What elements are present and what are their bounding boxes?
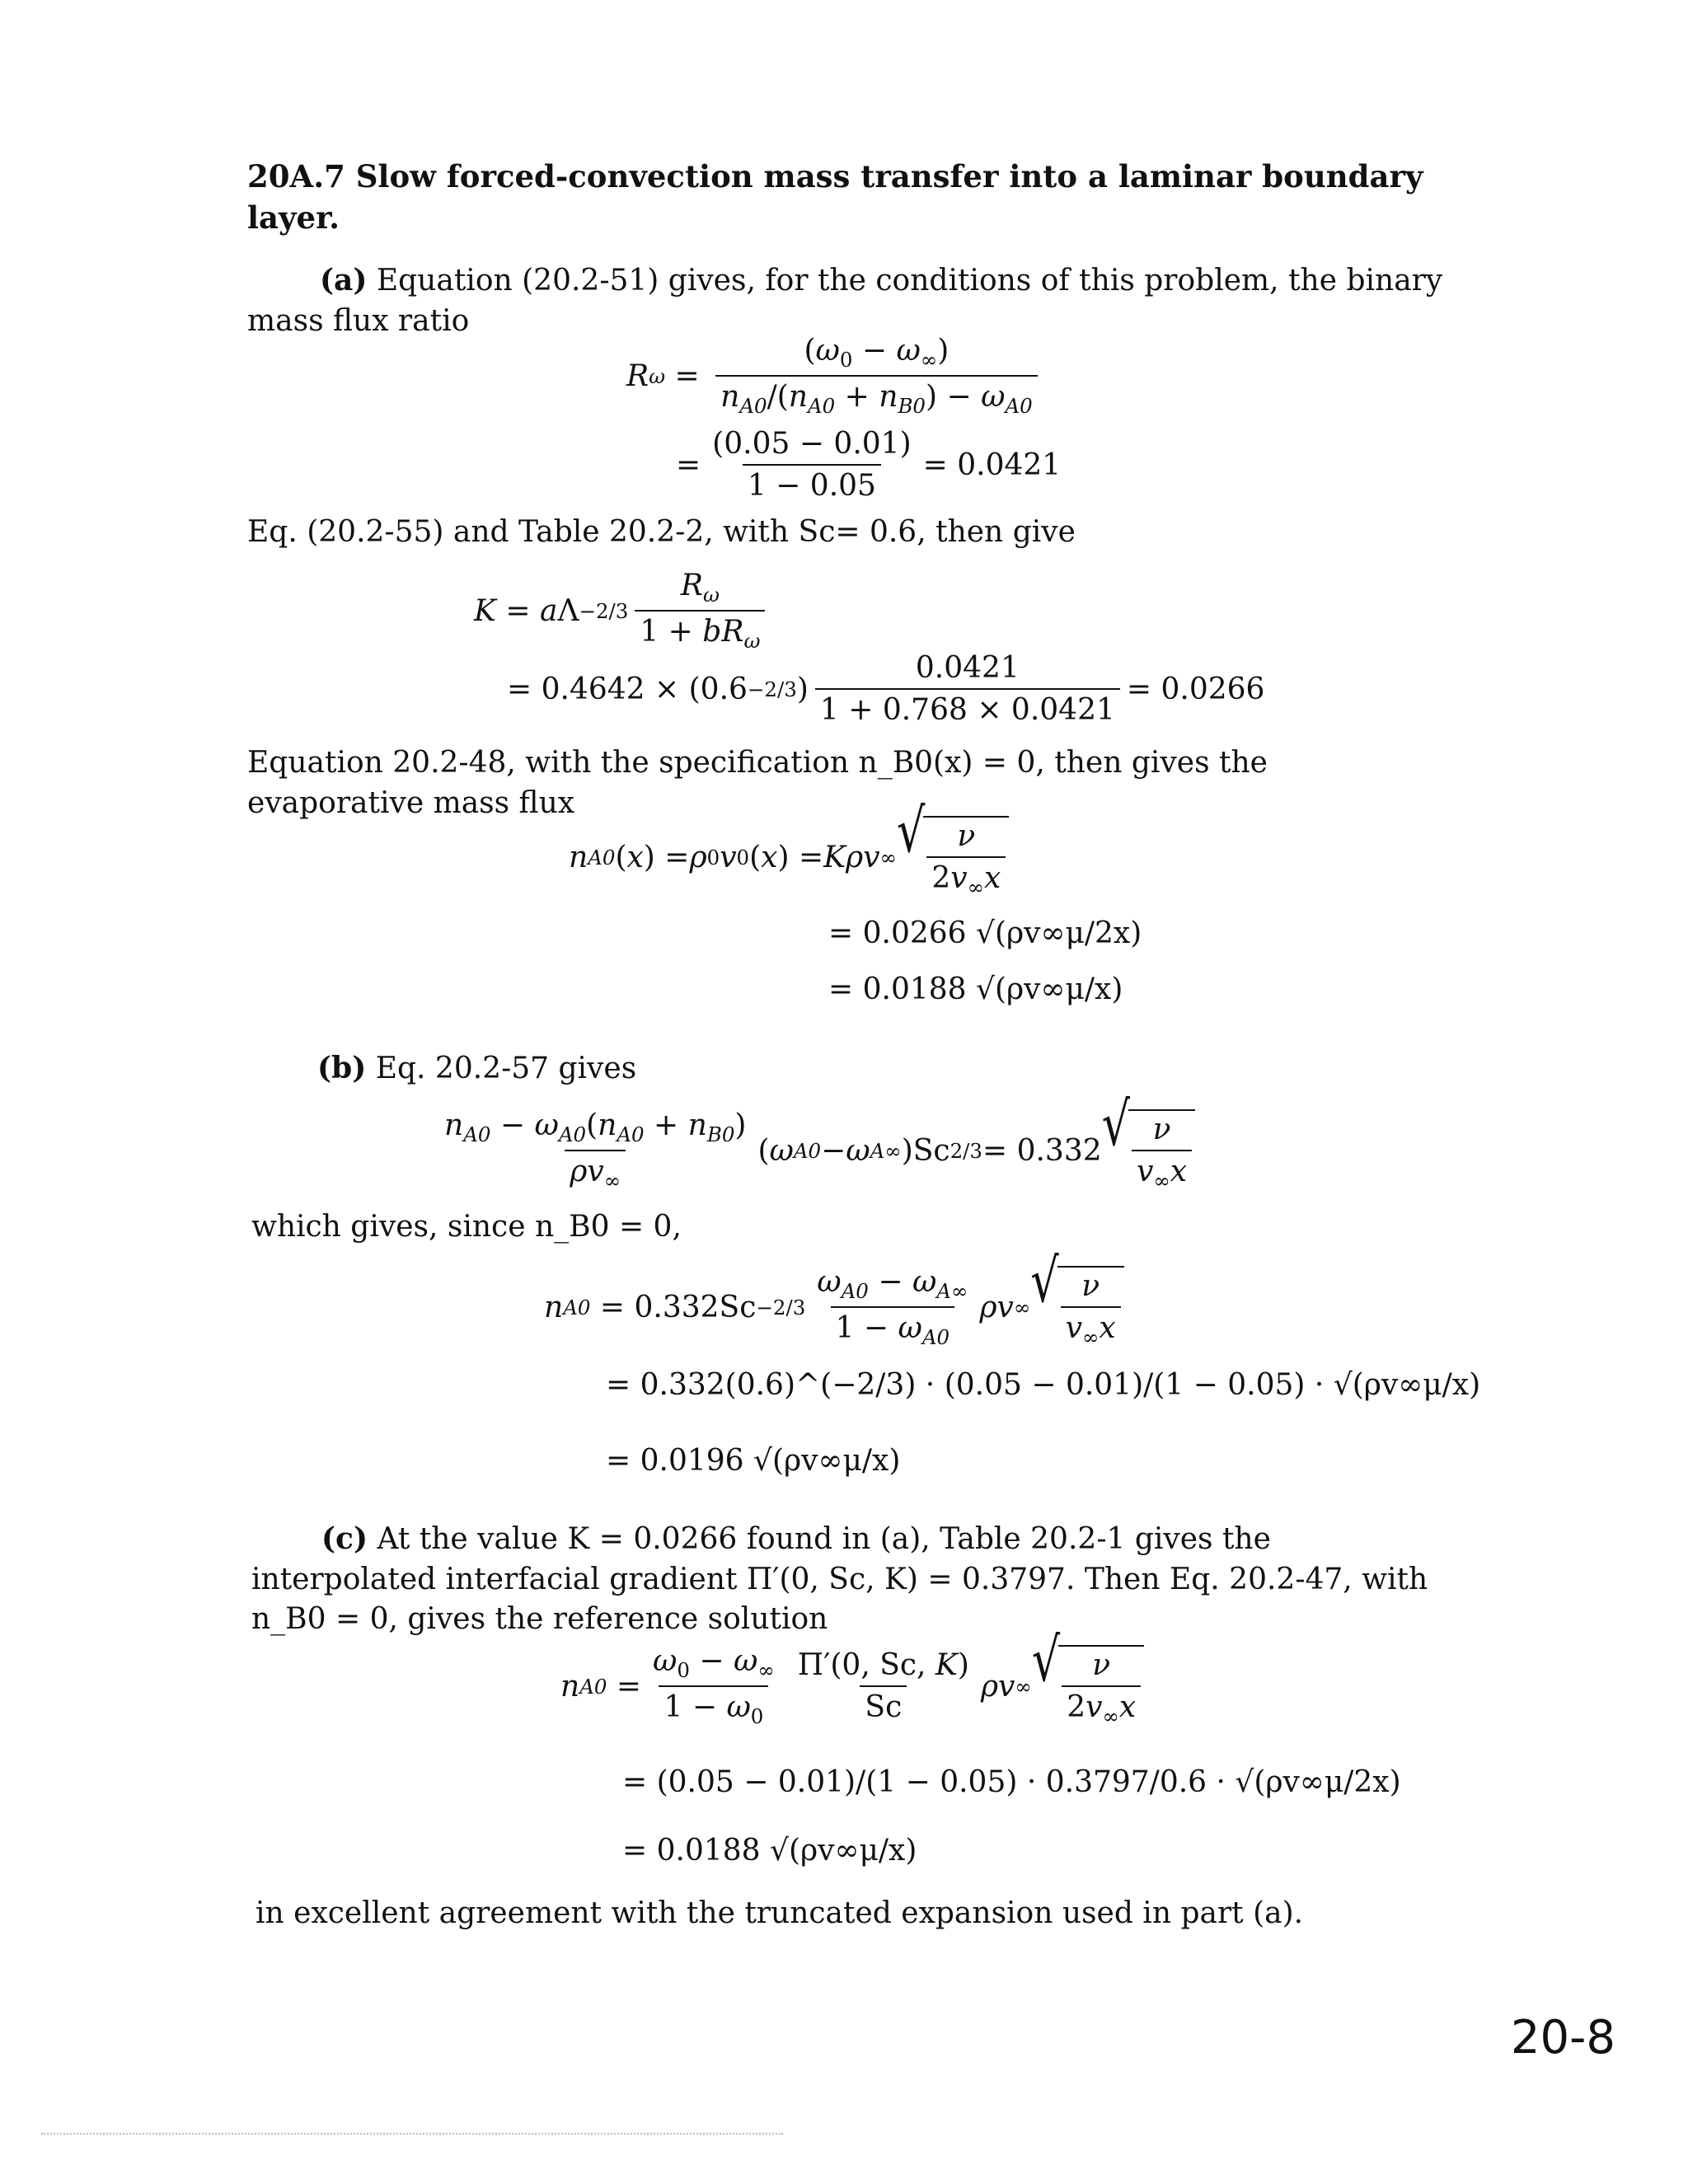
problem-title: 20A.7 Slow forced-convection mass transfer into a laminar boundary layer. [247,158,1423,236]
equation-k-numeric: = 0.4642 × (0.6 −2/3 ) $\frac{0.0421}{1 + 0.768 \times 0.0421}$ = 0.0266 [507,651,1265,727]
part-a-label: (a) [320,263,368,298]
equation-k-definition: K = a Λ −2/3 $\frac{R_\omega}{1 + bR_\omega}$ [474,569,771,653]
part-b-since: which gives, since n_B0 = 0, [251,1210,682,1244]
part-c-intro [251,1519,1455,1640]
equation-c-line2: = (0.05 − 0.01)/(1 − 0.05) · 0.3797/0.6 · √(ρv∞μ/2x) [622,1765,1401,1799]
equation-b-line2: = 0.332(0.6)^(−2/3) · (0.05 − 0.01)/(1 − 0.05) · √(ρv∞μ/x) [606,1368,1481,1402]
page-number: 20-8 [1510,2011,1615,2064]
part-b-label: (b) [317,1051,367,1085]
equation-b-definition: $\frac{n_{A0} - \omega_{A0}(n_{A0} + n_{B0})}{\rho v_\infty}$ ( ω A0 − ω A∞ )Sc 2/3 = 0.332 √ $\frac{\nu}{v_\infty x}$ [433,1108,1195,1193]
equation-flux-line2: = 0.0266 √(ρv∞μ/2x) [828,916,1142,950]
equation-rw-definition: R ω = $\frac{(\omega_0 - \omega_\infty)}{n_{A0}/(n_{A0} + n_{B0}) - \omega_{A0}}$ [626,334,1044,418]
part-c-intro-text: At the value K = 0.0266 found in (a), Table 20.2-1 gives the interpolated interfacial gradient Π′(0, Sc, K) = 0.3797. Then Eq. 20.2-47, with n_B0 = 0, gives the reference solution [251,1522,1428,1637]
scan-artifact-line [41,2133,783,2135]
equation-b-solution: n A0 = 0.332Sc −2/3 $\frac{\omega_{A0} - \omega_{A\infty}}{1 - \omega_{A0}}$ ρv ∞ √ $\frac{\nu}{v_\infty x}$ [544,1265,1124,1349]
part-c-conclusion: in excellent agreement with the truncated expansion used in part (a). [256,1896,1304,1930]
part-b-intro [317,1048,1389,1090]
part-a-flux-intro: Equation 20.2-48, with the specification n_B0(x) = 0, then gives the evaporative mass flux [247,746,1268,820]
part-a-intro-text: Equation (20.2-51) gives, for the conditions of this problem, the binary mass flux ratio [247,264,1443,338]
equation-flux-line3: = 0.0188 √(ρv∞μ/x) [828,972,1123,1006]
equation-rw-numeric: = $\frac{(0.05 - 0.01)}{1 - 0.05}$ = 0.0421 [676,427,1062,503]
equation-c-line3: = 0.0188 √(ρv∞μ/x) [622,1834,917,1868]
equation-flux-definition: n A0 ( x ) = ρ 0 v 0 ( x ) = Kρv ∞ √ $\frac{\nu}{2v_\infty x}$ [569,816,1009,899]
part-c-label: (c) [321,1521,368,1556]
equation-b-line3: = 0.0196 √(ρv∞μ/x) [606,1444,901,1478]
part-a-transition: Eq. (20.2-55) and Table 20.2-2, with Sc= 0.6, then give [247,515,1076,549]
part-a-intro [247,260,1451,341]
equation-c-definition: n A0 = $\frac{\omega_0 - \omega_\infty}{1 - \omega_0}$ $\frac{\Pi'(0, Sc, K)}{Sc}$ ρv ∞ √ $\frac{\nu}{2v_\infty x}$ [560,1644,1144,1728]
part-b-intro-text: Eq. 20.2-57 gives [375,1052,637,1085]
